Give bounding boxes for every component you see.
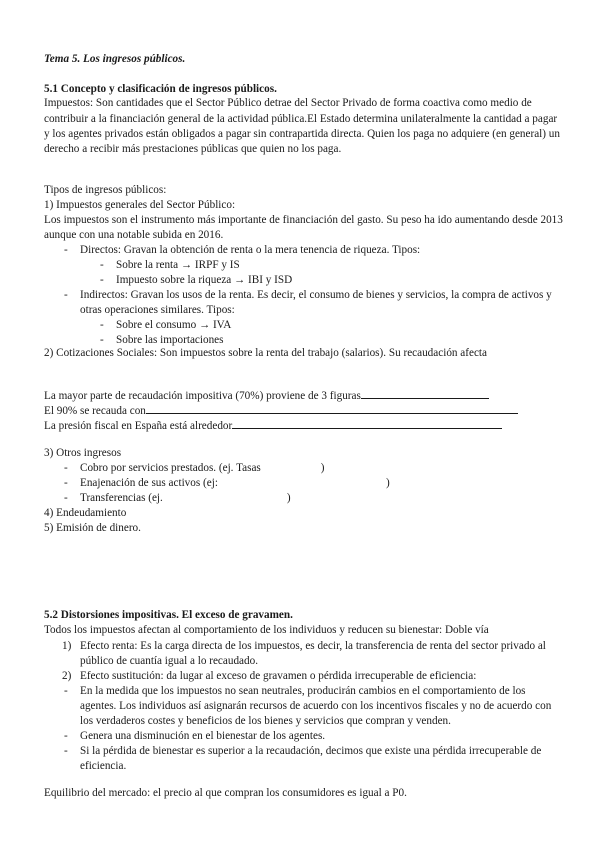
otros-text: Cobro por servicios prestados. (ej. Tasas: [80, 462, 261, 474]
dash-bullet: -: [64, 477, 68, 489]
section-5-2-heading: 5.2 Distorsiones impositivas. El exceso de gravamen.: [44, 609, 293, 621]
directos-sub: Impuesto sobre la riqueza → IBI y ISD: [116, 274, 293, 286]
fill-blank[interactable]: [232, 417, 502, 429]
bullet-text: eficiencia.: [80, 760, 127, 772]
fill-blank[interactable]: [146, 402, 518, 414]
directos-sub: Sobre la renta → IRPF y IS: [116, 259, 240, 271]
close-paren: ): [286, 492, 291, 504]
item-3: 3) Otros ingresos: [44, 447, 122, 459]
bullet-text: Si la pérdida de bienestar es superior a la recaudación, decimos que existe una pérdida irrecuperable de: [80, 745, 542, 757]
indirectos-text: Indirectos: Gravan los usos de la renta. Es decir, el consumo de bienes y servicios, la compra de activos y: [80, 289, 552, 301]
dash-bullet: -: [100, 274, 104, 286]
bullet-text: agentes. Los individuos así asignarán recursos de acuerdo con los incentivos fiscales y no de acuerdo con: [80, 700, 552, 712]
num-2: 2): [62, 670, 72, 682]
dash-bullet: -: [100, 334, 104, 346]
fill-line: [44, 417, 502, 434]
dash-bullet: -: [64, 289, 68, 301]
fill-text: El 90% se recauda con: [44, 405, 146, 417]
directos-text: Directos: Gravan la obtención de renta o la mera tenencia de riqueza. Tipos:: [80, 244, 421, 256]
efecto-renta: público de cuantía igual a lo recaudado.: [80, 655, 258, 667]
close-paren: ): [320, 462, 325, 474]
item-5: 5) Emisión de dinero.: [44, 522, 141, 534]
dash-bullet: -: [64, 745, 68, 757]
section-5-1-heading: 5.1 Concepto y clasificación de ingresos públicos.: [44, 83, 277, 95]
indirectos-text: otras operaciones similares. Tipos:: [80, 304, 235, 316]
otros-item: [80, 461, 325, 476]
efecto-renta: Efecto renta: Es la carga directa de los impuestos, es decir, la transferencia de renta del sector privado al: [80, 640, 546, 652]
indirectos-sub: Sobre el consumo → IVA: [116, 319, 232, 331]
item-2: 2) Cotizaciones Sociales: Son impuestos sobre la renta del trabajo (salarios). Su recaudación afecta: [44, 347, 487, 359]
item-4: 4) Endeudamiento: [44, 507, 127, 519]
otros-item: [80, 476, 390, 491]
num-1: 1): [62, 640, 72, 652]
fill-text: La mayor parte de recaudación impositiva (70%) proviene de 3 figuras: [44, 390, 361, 402]
dash-bullet: -: [64, 492, 68, 504]
intro-line: Todos los impuestos afectan al comportamiento de los individuos y reducen su bienestar: Doble vía: [44, 624, 489, 636]
bullet-text: Genera una disminución en el bienestar de los agentes.: [80, 730, 326, 742]
tipos-label: Tipos de ingresos públicos:: [44, 184, 167, 196]
otros-text: Transferencias (ej.: [80, 492, 163, 504]
bullet-text: En la medida que los impuestos no sean neutrales, producirán cambios en el comportamiento de los: [80, 685, 526, 697]
indirectos-sub: Sobre las importaciones: [116, 334, 224, 346]
efecto-sustitucion: Efecto sustitución: da lugar al exceso de gravamen o pérdida irrecuperable de eficiencia:: [80, 670, 477, 682]
dash-bullet: -: [100, 319, 104, 331]
fill-text: La presión fiscal en España está alrededor: [44, 420, 233, 432]
otros-text: Enajenación de sus activos (ej:: [80, 477, 218, 489]
item-1: 1) Impuestos generales del Sector Público:: [44, 199, 236, 211]
item-1-text: Los impuestos son el instrumento más importante de financiación del gasto. Su peso ha ido aumentando desde 2013: [44, 214, 563, 226]
item-1-text: aunque con una notable subida en 2016.: [44, 229, 224, 241]
para-line: y los agentes privados están obligados a pagar sin contrapartida directa. Quien los paga no adquiere (en general) un: [44, 128, 560, 140]
dash-bullet: -: [64, 462, 68, 474]
bullet-text: los verdaderos costes y beneficios de los bienes y servicios que compran y venden.: [80, 715, 451, 727]
document-title: Tema 5. Los ingresos públicos.: [44, 53, 186, 65]
otros-item: [80, 491, 291, 506]
dash-bullet: -: [100, 259, 104, 271]
para-line: Impuestos: Son cantidades que el Sector Público detrae del Sector Privado de forma coactiva como medio de: [44, 97, 532, 109]
fill-blank[interactable]: [361, 387, 489, 399]
para-line: contribuir a la financiación general de la actividad pública.El Estado determina unilateralmente la cantidad a pagar: [44, 113, 558, 125]
dash-bullet: -: [64, 685, 68, 697]
dash-bullet: -: [64, 730, 68, 742]
close-paren: ): [385, 477, 390, 489]
dash-bullet: -: [64, 244, 68, 256]
para-line: derecho a recibir más prestaciones públicas que quien no los paga.: [44, 143, 342, 155]
equilibrio-line: Equilibrio del mercado: el precio al que compran los consumidores es igual a P0.: [44, 787, 407, 799]
